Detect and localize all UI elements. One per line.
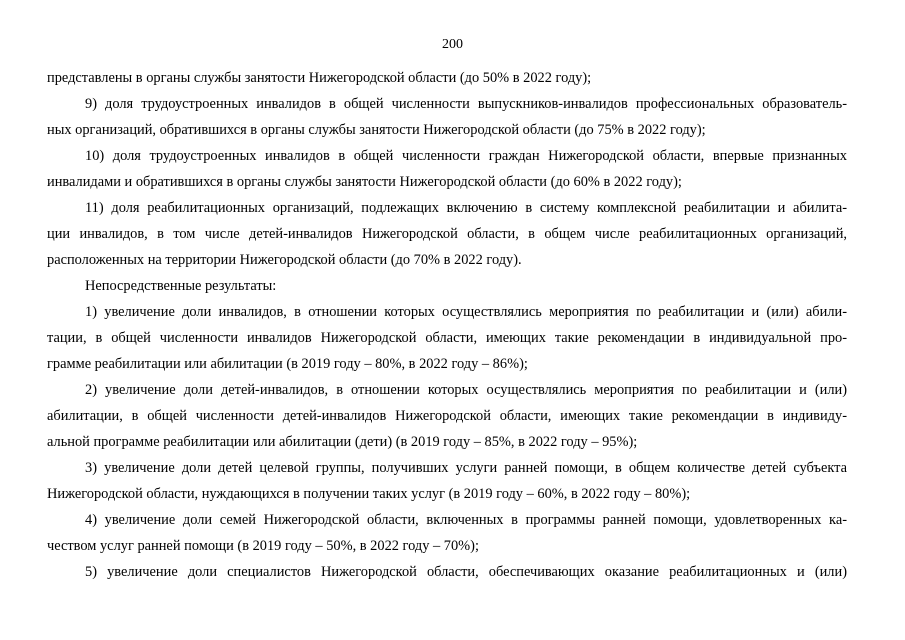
text-line: Нижегородской области, нуждающихся в получении таких услуг (в 2019 году – 60%, в 2022 году – 80%); [47, 486, 691, 502]
text-line: абилитации, в общей численности детей-инвалидов Нижегородской области, имеющих такие рекомендации в индивиду- [47, 408, 847, 424]
text-line: представлены в органы службы занятости Нижегородской области (до 50% в 2022 году); [47, 70, 592, 86]
text-line: 10) доля трудоустроенных инвалидов в общей численности граждан Нижегородской области, впервые признанных [85, 148, 847, 164]
text-line: 5) увеличение доли специалистов Нижегородской области, обеспечивающих оказание реабилитационных и (или) [85, 564, 847, 580]
document-body [47, 65, 847, 585]
page-number: 200 [442, 37, 463, 52]
text-line: 11) доля реабилитационных организаций, подлежащих включению в систему комплексной реабилитации и абилита- [85, 200, 847, 216]
text-line: чеством услуг ранней помощи (в 2019 году – 50%, в 2022 году – 70%); [47, 538, 479, 554]
text-line: 4) увеличение доли семей Нижегородской области, включенных в программы ранней помощи, удовлетворенных ка- [85, 512, 847, 528]
text-line: грамме реабилитации или абилитации (в 2019 году – 80%, в 2022 году – 86%); [47, 356, 528, 372]
text-line: инвалидами и обратившихся в органы службы занятости Нижегородской области (до 60% в 2022 году); [47, 174, 682, 190]
text-line: 2) увеличение доли детей-инвалидов, в отношении которых осуществлялись мероприятия по реабилитации и (или) [85, 382, 847, 398]
text-line: 1) увеличение доли инвалидов, в отношении которых осуществлялись мероприятия по реабилитации и (или) абили- [85, 304, 847, 320]
text-line: тации, в общей численности инвалидов Нижегородской области, имеющих такие рекомендации в индивидуальной про- [47, 330, 847, 346]
text-line: Непосредственные результаты: [85, 278, 277, 294]
text-line: альной программе реабилитации или абилитации (дети) (в 2019 году – 85%, в 2022 году – 95%); [47, 434, 638, 450]
text-line: 9) доля трудоустроенных инвалидов в общей численности выпускников-инвалидов профессиональных образователь- [85, 96, 847, 112]
text-line: ции инвалидов, в том числе детей-инвалидов Нижегородской области, в общем числе реабилитационных организаций, [47, 226, 847, 242]
text-line: 3) увеличение доли детей целевой группы, получивших услуги ранней помощи, в общем количестве детей субъекта [85, 460, 847, 476]
text-line: расположенных на территории Нижегородской области (до 70% в 2022 году). [47, 252, 522, 268]
text-line: ных организаций, обратившихся в органы службы занятости Нижегородской области (до 75% в 2022 году); [47, 122, 706, 138]
